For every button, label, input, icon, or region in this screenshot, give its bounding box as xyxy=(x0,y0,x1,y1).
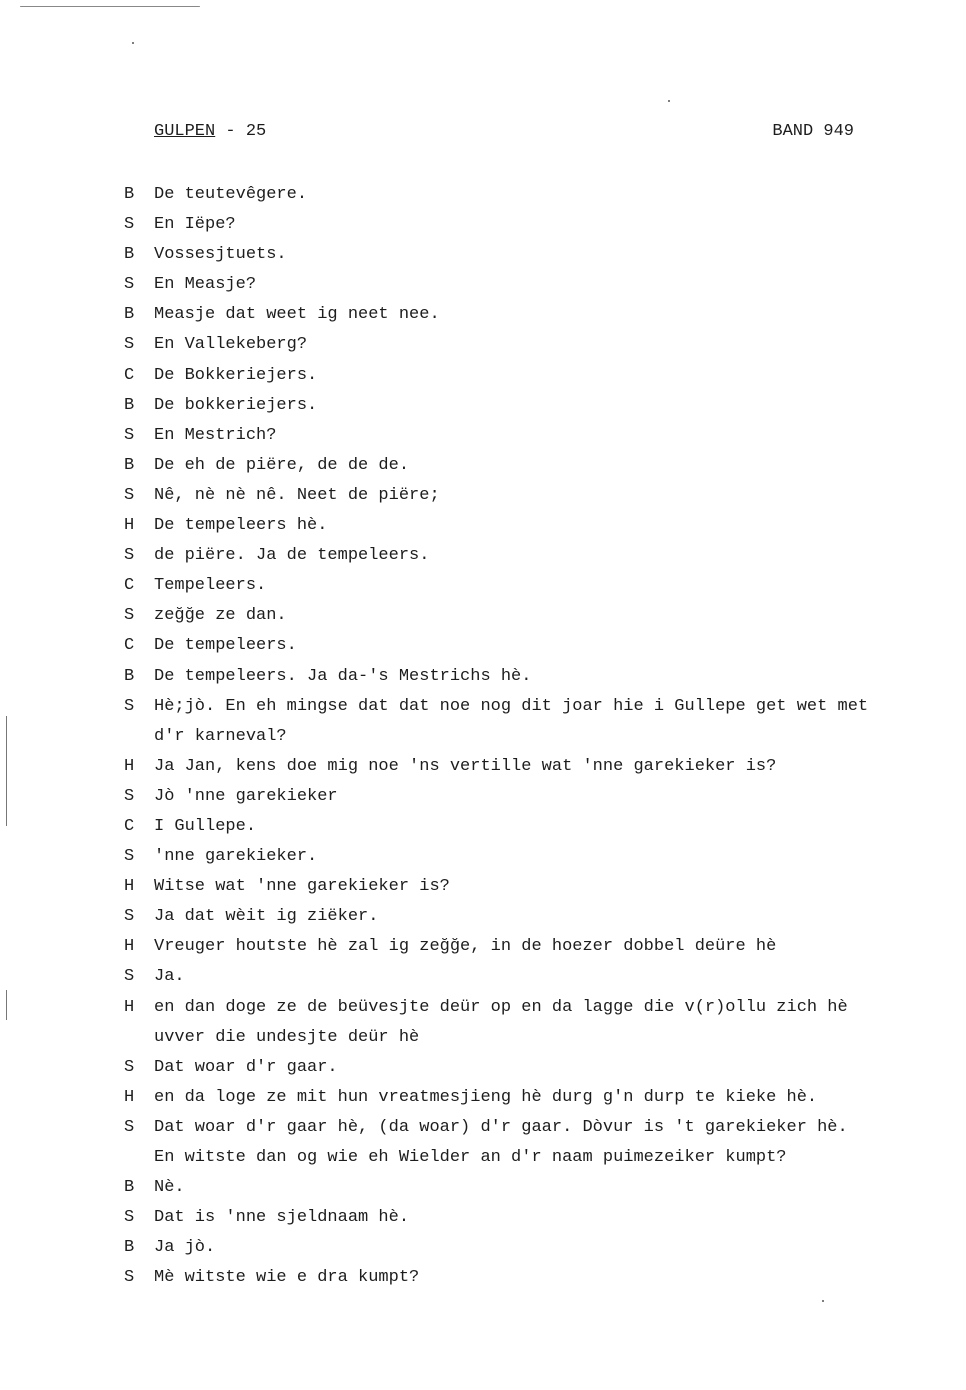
transcript-line xyxy=(120,1176,880,1206)
speaker-label: S xyxy=(124,485,135,505)
scan-edge-mark xyxy=(6,990,7,1020)
utterance-text: Ja. xyxy=(154,967,185,987)
utterance-text: De tempeleers. xyxy=(154,636,297,656)
speaker-label: B xyxy=(124,185,135,204)
speaker-label: B xyxy=(124,666,135,686)
utterance-text: De eh de piëre, de de de. xyxy=(154,455,410,475)
utterance-text: Dat woar d'r gaar hè, (da woar) d'r gaar. Dòvur is 't garekieker hè. xyxy=(154,1117,848,1137)
speaker-label: H xyxy=(124,1087,135,1107)
speaker-label: C xyxy=(124,636,135,656)
transcript-line xyxy=(120,965,880,995)
transcript-line xyxy=(120,634,880,664)
transcript-line xyxy=(120,935,880,965)
utterance-text: Ja jò. xyxy=(154,1238,216,1258)
utterance-text: Witse wat 'nne garekieker is? xyxy=(154,877,450,897)
transcript-line xyxy=(120,725,880,755)
speaker-label: C xyxy=(124,576,135,596)
speaker-label: B xyxy=(124,1238,135,1258)
utterance-text: Jò 'nne garekieker xyxy=(154,786,338,806)
transcript-line xyxy=(120,1056,880,1086)
utterance-text: Hè;jò. En eh mingse dat dat noe nog dit joar hie i Gullepe get wet met xyxy=(154,696,869,716)
utterance-text: Measje dat weet ig neet nee. xyxy=(154,305,440,325)
speaker-label: S xyxy=(124,967,135,987)
header-band: BAND 949 xyxy=(772,122,854,141)
utterance-text: Tempeleers. xyxy=(154,576,267,596)
transcript-line xyxy=(120,1206,880,1236)
transcript-line xyxy=(120,905,880,935)
utterance-text: Ja Jan, kens doe mig noe 'ns vertille wat 'nne garekieker is? xyxy=(154,756,777,776)
utterance-text: Dat is 'nne sjeldnaam hè. xyxy=(154,1208,410,1228)
speaker-label: C xyxy=(124,816,135,836)
transcript-line xyxy=(120,574,880,604)
transcript-line xyxy=(120,303,880,333)
utterance-text: zeğğe ze dan. xyxy=(154,606,287,626)
transcript-line xyxy=(120,755,880,785)
speaker-label: B xyxy=(124,395,135,415)
header-separator: - xyxy=(215,122,246,141)
transcript-line xyxy=(120,996,880,1026)
transcript-line xyxy=(120,1116,880,1146)
utterance-text: I Gullepe. xyxy=(154,816,257,836)
transcript-line xyxy=(120,1236,880,1266)
utterance-text: En Iëpe? xyxy=(154,215,236,235)
scan-edge-mark xyxy=(6,716,7,826)
transcript-line xyxy=(120,875,880,905)
utterance-text: Nè. xyxy=(154,1178,185,1198)
utterance-text: de piëre. Ja de tempeleers. xyxy=(154,546,430,566)
utterance-text: Vreuger houtste hè zal ig zeğğe, in de hoezer dobbel deüre hè xyxy=(154,937,777,957)
speaker-label: H xyxy=(124,756,135,776)
page-header xyxy=(154,122,854,146)
utterance-text: uvver die undesjte deür hè xyxy=(154,1027,420,1047)
speaker-label: H xyxy=(124,937,135,957)
utterance-text: Ja dat wèit ig ziëker. xyxy=(154,907,379,927)
speaker-label: S xyxy=(124,696,135,716)
transcript-line xyxy=(120,183,880,213)
transcript-line xyxy=(120,845,880,875)
speaker-label: S xyxy=(124,907,135,927)
scan-speck xyxy=(822,1300,824,1302)
speaker-label: S xyxy=(124,1117,135,1137)
transcript-line xyxy=(120,665,880,695)
utterance-text: Dat woar d'r gaar. xyxy=(154,1057,338,1077)
speaker-label: S xyxy=(124,335,135,355)
speaker-label: B xyxy=(124,1178,135,1198)
speaker-label: S xyxy=(124,606,135,626)
header-page-number: 25 xyxy=(245,122,267,141)
speaker-label: B xyxy=(124,455,135,475)
utterance-text: 'nne garekieker. xyxy=(154,847,318,867)
transcript-line xyxy=(120,1026,880,1056)
utterance-text: En witste dan og wie eh Wielder an d'r naam puimezeiker kumpt? xyxy=(154,1148,787,1167)
speaker-label: H xyxy=(124,516,135,536)
transcript-line xyxy=(120,484,880,514)
utterance-text: De bokkeriejers. xyxy=(154,395,318,415)
transcript-line xyxy=(120,213,880,243)
speaker-label: S xyxy=(124,1057,135,1077)
scan-speck xyxy=(132,42,134,44)
utterance-text: De tempeleers hè. xyxy=(154,516,328,536)
transcript-line xyxy=(120,514,880,544)
transcript-line xyxy=(120,424,880,454)
transcript-line xyxy=(120,394,880,424)
transcript-line xyxy=(120,454,880,484)
utterance-text: en dan doge ze de beüvesjte deür op en da lagge die v(r)ollu zich hè xyxy=(154,997,848,1017)
scan-speck xyxy=(668,100,670,102)
transcript-line xyxy=(120,1146,880,1176)
speaker-label: S xyxy=(124,215,135,235)
transcript-line xyxy=(120,815,880,845)
scan-speck xyxy=(20,6,200,7)
header-left xyxy=(154,122,266,141)
transcript-line xyxy=(120,604,880,634)
utterance-text: De tempeleers. Ja da-'s Mestrichs hè. xyxy=(154,666,532,686)
utterance-text: Vossesjtuets. xyxy=(154,245,287,265)
speaker-label: B xyxy=(124,245,135,265)
utterance-text: en da loge ze mit hun vreatmesjieng hè durg g'n durp te kieke hè. xyxy=(154,1087,818,1107)
transcript-line xyxy=(120,273,880,303)
transcript-line xyxy=(120,333,880,363)
transcript-line xyxy=(120,695,880,725)
speaker-label: S xyxy=(124,275,135,295)
utterance-text: En Vallekeberg? xyxy=(154,335,308,355)
speaker-label: C xyxy=(124,365,135,385)
utterance-text: En Mestrich? xyxy=(154,425,277,445)
transcript xyxy=(120,183,880,1296)
transcript-line xyxy=(120,785,880,815)
transcript-line xyxy=(120,364,880,394)
speaker-label: H xyxy=(124,997,135,1017)
speaker-label: S xyxy=(124,1268,135,1288)
transcript-line xyxy=(120,544,880,574)
transcript-line xyxy=(120,1086,880,1116)
utterance-text: En Measje? xyxy=(154,275,257,295)
utterance-text: De teutevêgere. xyxy=(154,185,308,204)
transcript-line xyxy=(120,243,880,273)
speaker-label: S xyxy=(124,1208,135,1228)
speaker-label: H xyxy=(124,877,135,897)
speaker-label: S xyxy=(124,847,135,867)
utterance-text: De Bokkeriejers. xyxy=(154,365,318,385)
utterance-text: Nê, nè nè nê. Neet de piëre; xyxy=(154,485,440,505)
speaker-label: S xyxy=(124,786,135,806)
speaker-label: S xyxy=(124,425,135,445)
utterance-text: d'r karneval? xyxy=(154,726,287,746)
speaker-label: B xyxy=(124,305,135,325)
utterance-text: Mè witste wie e dra kumpt? xyxy=(154,1268,420,1288)
transcript-line xyxy=(120,1266,880,1296)
header-place: GULPEN xyxy=(154,122,216,141)
speaker-label: S xyxy=(124,546,135,566)
